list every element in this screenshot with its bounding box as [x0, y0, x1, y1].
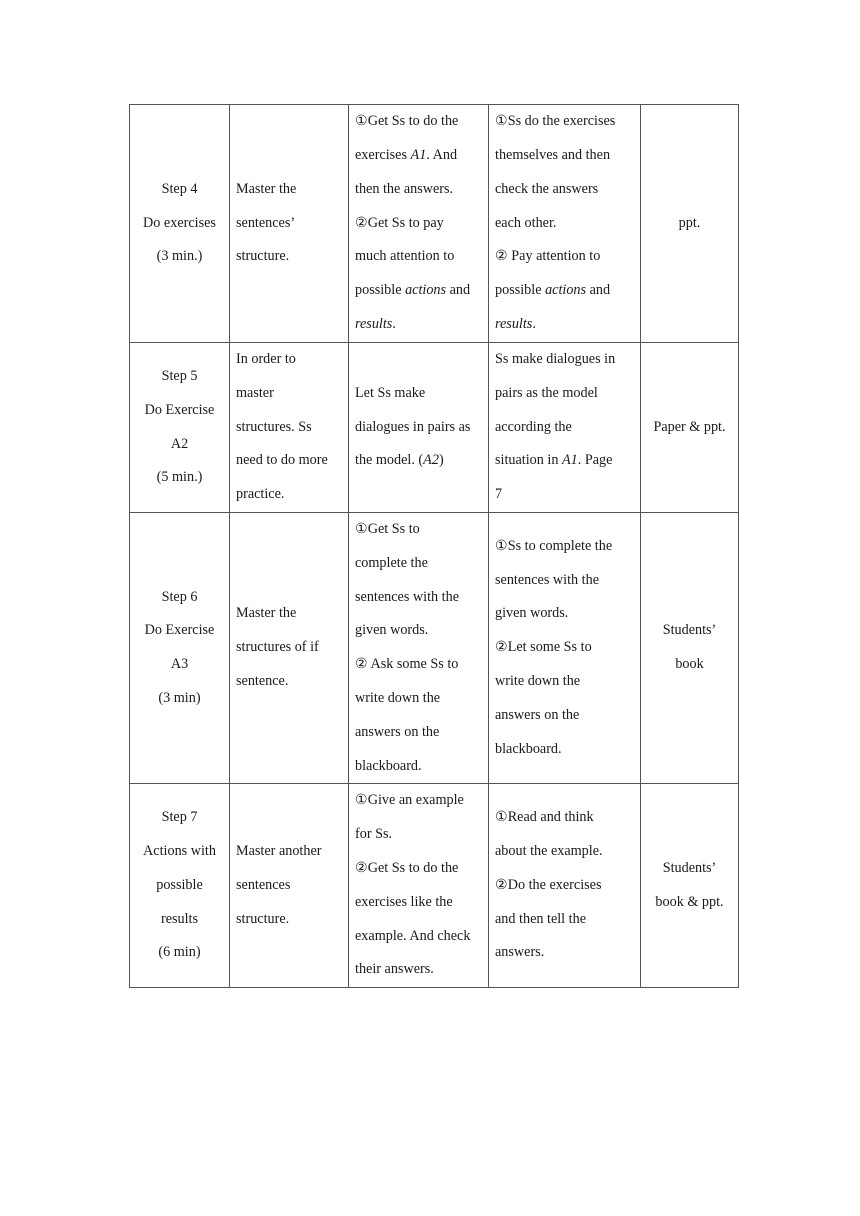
step-line	[136, 428, 223, 462]
student-activity-line	[495, 173, 634, 207]
italic-term: A1	[562, 452, 578, 469]
objective-line	[236, 665, 342, 699]
student-activity-line	[495, 936, 634, 970]
resources-cell	[641, 513, 739, 784]
student-activity-cell	[489, 784, 641, 988]
text-run: need to do more	[236, 452, 328, 469]
teacher-activity-line	[355, 513, 482, 547]
text-run: possible	[495, 282, 546, 299]
text-run: Master the	[236, 180, 297, 197]
teacher-activity-line	[355, 173, 482, 207]
text-run: Do Exercise	[144, 401, 215, 418]
objective-cell	[230, 513, 349, 784]
step-line	[136, 360, 223, 394]
text-run: example. And check	[355, 927, 471, 944]
objective-cell	[230, 784, 349, 988]
resources-cell	[641, 343, 739, 513]
resources-line	[647, 852, 732, 886]
table-row-step-4	[130, 105, 739, 343]
text-run: In order to	[236, 351, 296, 367]
teacher-activity-line	[355, 953, 482, 987]
text-run: much attention to	[355, 248, 455, 265]
text-run: sentences with the	[355, 588, 460, 605]
step-line	[136, 936, 223, 970]
teacher-activity-line	[355, 274, 482, 308]
student-activity-line	[495, 903, 634, 937]
text-run: blackboard.	[355, 757, 422, 774]
teacher-activity-cell	[349, 784, 489, 988]
text-run: (3 min)	[158, 689, 201, 706]
resources-line	[647, 886, 732, 920]
text-run: . Page	[577, 452, 613, 469]
teacher-activity-line	[355, 139, 482, 173]
text-run: Students’	[662, 622, 717, 639]
text-run: write down the	[495, 673, 581, 690]
step-line	[136, 869, 223, 903]
teacher-activity-line	[355, 444, 482, 478]
text-run: .	[392, 315, 396, 332]
text-run: exercises like the	[355, 893, 453, 910]
resources-cell	[641, 784, 739, 988]
resources-line	[647, 207, 732, 241]
text-run: ②Get Ss to do the	[355, 859, 459, 876]
text-run: Do Exercise	[144, 622, 215, 639]
text-run: ②Get Ss to pay	[355, 214, 444, 231]
text-run: sentences	[236, 876, 291, 893]
text-run: Master the	[236, 605, 297, 622]
student-activity-line	[495, 835, 634, 869]
text-run: given words.	[355, 622, 429, 639]
text-run: ①Get Ss to do the	[355, 113, 459, 130]
text-run: ①Get Ss to	[355, 521, 420, 537]
objective-line	[236, 631, 342, 665]
text-run: Step 7	[161, 809, 198, 826]
teacher-activity-line	[355, 377, 482, 411]
text-run: (6 min)	[158, 944, 201, 961]
italic-term: results	[495, 315, 533, 332]
text-run: possible	[355, 282, 406, 299]
teacher-activity-cell	[349, 513, 489, 784]
step-line	[136, 614, 223, 648]
text-run: Step 4	[161, 180, 198, 197]
text-run: structures of if	[236, 639, 319, 656]
student-activity-cell	[489, 105, 641, 343]
student-activity-line	[495, 207, 634, 241]
student-activity-cell	[489, 513, 641, 784]
text-run: Do exercises	[143, 214, 216, 231]
objective-line	[236, 903, 342, 937]
text-run: pairs as the model	[495, 384, 598, 401]
teacher-activity-line	[355, 716, 482, 750]
text-run: 7	[495, 486, 503, 503]
text-run: sentences with the	[495, 571, 600, 588]
text-run: (5 min.)	[156, 469, 203, 486]
text-run: structure.	[236, 248, 290, 265]
text-run: Actions with	[143, 843, 216, 860]
student-activity-line	[495, 564, 634, 598]
teacher-activity-line	[355, 750, 482, 784]
table-row-step-6	[130, 513, 739, 784]
student-activity-line	[495, 377, 634, 411]
text-run: situation in	[495, 452, 562, 469]
text-run: each other.	[495, 214, 557, 231]
text-run: sentence.	[236, 673, 289, 690]
text-run: complete the	[355, 554, 428, 571]
text-run: themselves and then	[495, 147, 611, 163]
step-cell	[130, 343, 230, 513]
text-run: results	[160, 910, 199, 927]
objective-cell	[230, 343, 349, 513]
step-cell	[130, 784, 230, 988]
objective-cell	[230, 105, 349, 343]
step-line	[136, 801, 223, 835]
text-run: Ss make dialogues in	[495, 351, 616, 367]
text-run: Let Ss make	[355, 384, 426, 401]
step-line	[136, 903, 223, 937]
teacher-activity-line	[355, 920, 482, 954]
text-run: A2	[170, 435, 189, 452]
lesson-plan-table	[129, 104, 739, 988]
student-activity-line	[495, 665, 634, 699]
step-line	[136, 207, 223, 241]
student-activity-line	[495, 343, 634, 377]
objective-line	[236, 377, 342, 411]
student-activity-line	[495, 869, 634, 903]
student-activity-line	[495, 444, 634, 478]
italic-term: actions	[545, 282, 587, 299]
resources-cell	[641, 105, 739, 343]
text-run: ② Ask some Ss to	[355, 656, 459, 673]
objective-line	[236, 240, 342, 274]
text-run: ①Ss to complete the	[495, 537, 613, 554]
text-run: then the answers.	[355, 180, 454, 197]
text-run: answers on the	[495, 706, 580, 723]
text-run: book & ppt.	[655, 893, 724, 910]
text-run: the model. (	[355, 452, 424, 469]
step-line	[136, 394, 223, 428]
step-cell	[130, 105, 230, 343]
teacher-activity-line	[355, 207, 482, 241]
objective-line	[236, 869, 342, 903]
text-run: for Ss.	[355, 826, 393, 843]
text-run: their answers.	[355, 961, 434, 978]
teacher-activity-line	[355, 581, 482, 615]
text-run: Paper & ppt.	[653, 418, 726, 435]
text-run: answers on the	[355, 723, 440, 740]
text-run: master	[236, 384, 274, 401]
text-run: given words.	[495, 605, 569, 622]
teacher-activity-line	[355, 886, 482, 920]
teacher-activity-line	[355, 547, 482, 581]
student-activity-line	[495, 631, 634, 665]
text-run: blackboard.	[495, 740, 562, 757]
italic-term: A1	[410, 147, 427, 163]
text-run: and	[446, 282, 471, 299]
text-run: and then tell the	[495, 910, 587, 927]
student-activity-line	[495, 411, 634, 445]
text-run: ①Read and think	[495, 809, 594, 826]
objective-line	[236, 597, 342, 631]
student-activity-line	[495, 478, 634, 512]
student-activity-line	[495, 699, 634, 733]
text-run: Master another	[236, 843, 322, 860]
teacher-activity-line	[355, 818, 482, 852]
step-line	[136, 682, 223, 716]
objective-line	[236, 444, 342, 478]
student-activity-line	[495, 308, 634, 342]
text-run: )	[438, 452, 444, 469]
student-activity-line	[495, 105, 634, 139]
step-cell	[130, 513, 230, 784]
text-run: ①Ss do the exercises	[495, 113, 616, 130]
objective-line	[236, 343, 342, 377]
text-run: Students’	[662, 859, 717, 876]
text-run: check the answers	[495, 180, 599, 197]
text-run: write down the	[355, 689, 441, 706]
teacher-activity-line	[355, 682, 482, 716]
text-run: structures. Ss	[236, 418, 312, 435]
step-line	[136, 648, 223, 682]
student-activity-line	[495, 274, 634, 308]
table-row-step-5	[130, 343, 739, 513]
teacher-activity-line	[355, 240, 482, 274]
objective-line	[236, 478, 342, 512]
text-run: answers.	[495, 944, 545, 961]
text-run: (3 min.)	[156, 248, 203, 265]
text-run: . And	[426, 147, 458, 163]
student-activity-cell	[489, 343, 641, 513]
text-run: ①Give an example	[355, 792, 464, 809]
student-activity-line	[495, 733, 634, 767]
text-run: book	[675, 656, 704, 673]
resources-line	[647, 648, 732, 682]
text-run: practice.	[236, 486, 285, 503]
objective-line	[236, 207, 342, 241]
text-run: Step 6	[161, 588, 198, 605]
text-run: ppt.	[678, 214, 701, 231]
italic-term: actions	[405, 282, 447, 299]
text-run: possible	[156, 876, 203, 893]
teacher-activity-line	[355, 308, 482, 342]
step-line	[136, 240, 223, 274]
text-run: ② Pay attention to	[495, 248, 601, 265]
step-line	[136, 461, 223, 495]
text-run: according the	[495, 418, 572, 435]
teacher-activity-line	[355, 411, 482, 445]
objective-line	[236, 411, 342, 445]
student-activity-line	[495, 530, 634, 564]
text-run: A3	[170, 656, 189, 673]
teacher-activity-line	[355, 614, 482, 648]
student-activity-line	[495, 597, 634, 631]
text-run: structure.	[236, 910, 290, 927]
text-run: dialogues in pairs as	[355, 418, 471, 435]
teacher-activity-cell	[349, 343, 489, 513]
text-run: about the example.	[495, 843, 603, 860]
italic-term: results	[355, 315, 393, 332]
text-run: exercises	[355, 147, 411, 163]
text-run: ②Do the exercises	[495, 876, 602, 893]
step-line	[136, 581, 223, 615]
resources-line	[647, 411, 732, 445]
text-run: sentences’	[236, 214, 296, 231]
text-run: .	[532, 315, 536, 332]
table-row-step-7	[130, 784, 739, 988]
step-line	[136, 835, 223, 869]
student-activity-line	[495, 240, 634, 274]
lesson-plan-body	[130, 105, 739, 988]
teacher-activity-line	[355, 648, 482, 682]
text-run: ②Let some Ss to	[495, 639, 592, 656]
objective-line	[236, 835, 342, 869]
resources-line	[647, 614, 732, 648]
objective-line	[236, 173, 342, 207]
italic-term: A2	[423, 452, 439, 469]
text-run: and	[586, 282, 611, 299]
step-line	[136, 173, 223, 207]
text-run: Step 5	[161, 367, 198, 384]
teacher-activity-cell	[349, 105, 489, 343]
teacher-activity-line	[355, 105, 482, 139]
teacher-activity-line	[355, 852, 482, 886]
teacher-activity-line	[355, 784, 482, 818]
student-activity-line	[495, 139, 634, 173]
student-activity-line	[495, 801, 634, 835]
